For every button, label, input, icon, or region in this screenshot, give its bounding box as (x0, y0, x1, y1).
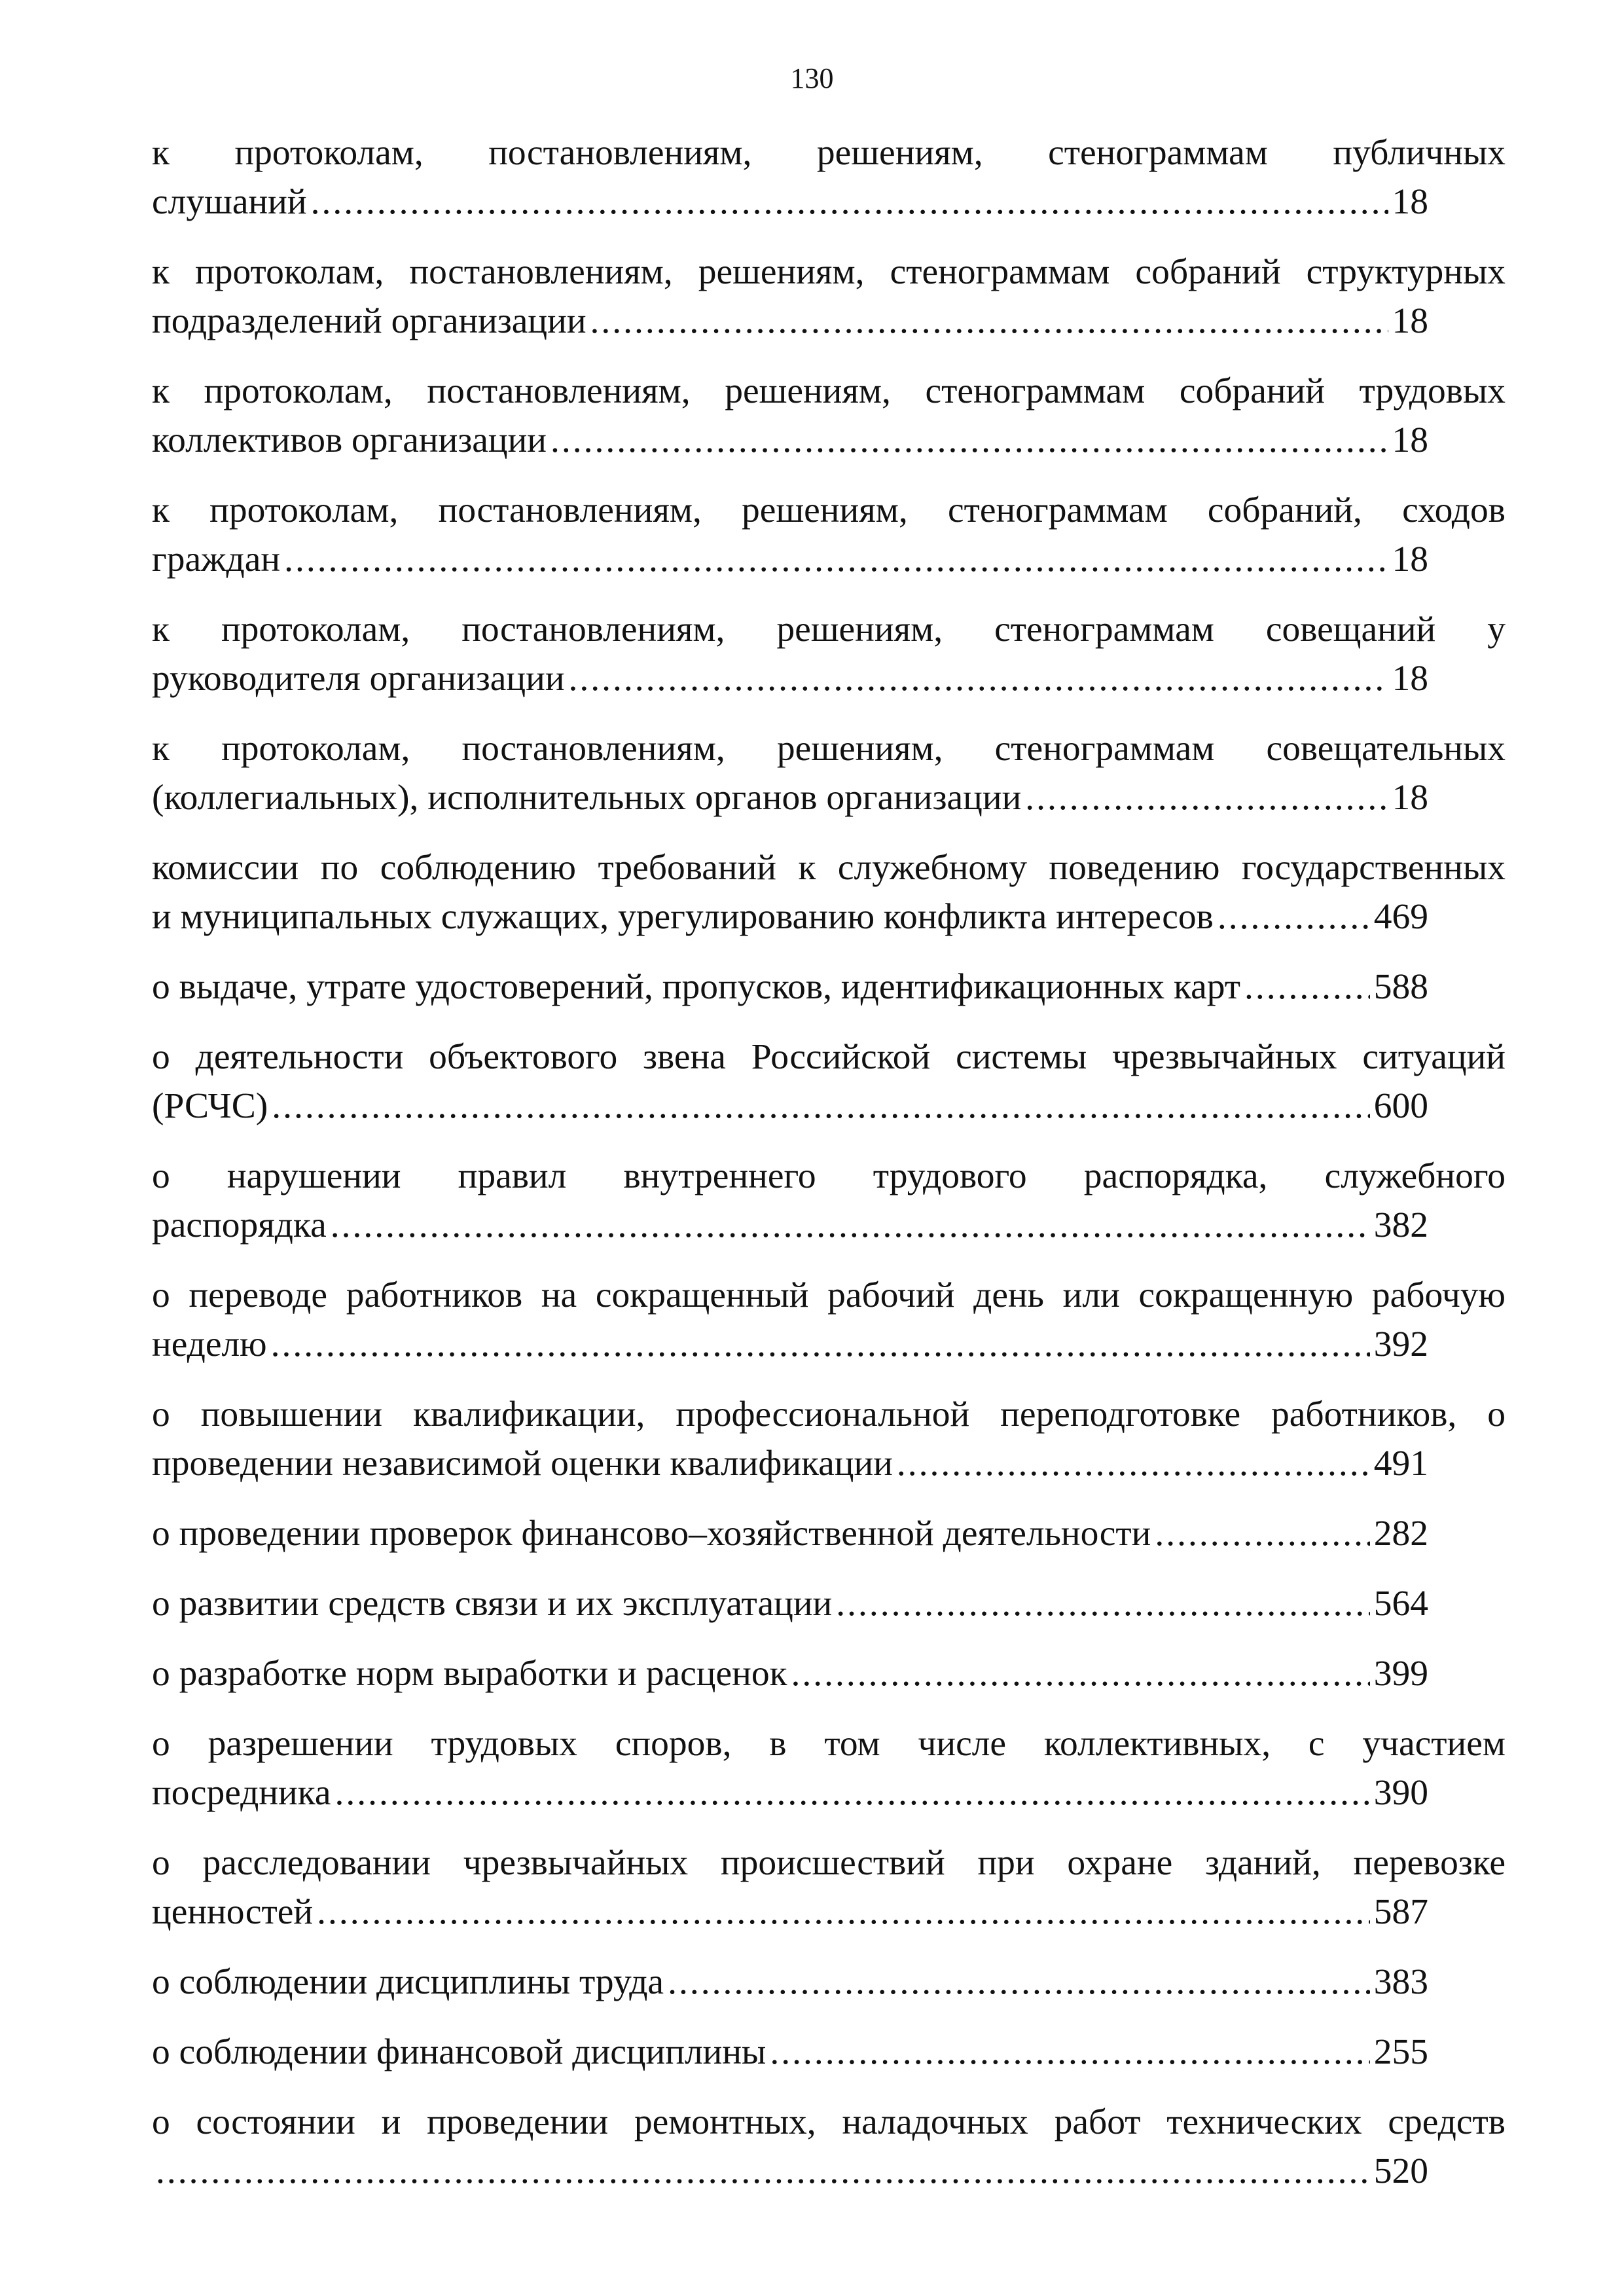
entry-tail-text: о разработке норм выработки и расценок (152, 1654, 787, 1694)
entry-tail-text: о проведении проверок финансово–хозяйственной деятельности (152, 1514, 1151, 1554)
dot-leader (668, 1958, 1370, 2007)
entry-tail-text: о соблюдении дисциплины труда (152, 1962, 664, 2002)
dot-leader (550, 416, 1388, 465)
index-entry (152, 486, 1506, 584)
entry-text-line: к протоколам, постановлениям, решениям, стенограммам публичных (152, 133, 1506, 173)
dot-leader (331, 1201, 1370, 1250)
entry-text-line: о разрешении трудовых споров, в том числе коллективных, с участием (152, 1724, 1506, 1764)
entry-tail-text: проведении независимой оценки квалификации (152, 1444, 893, 1484)
dot-leader (271, 1320, 1370, 1369)
entry-last-line (152, 773, 1428, 822)
entry-text-line: о повышении квалификации, профессиональной переподготовке работников, о (152, 1394, 1506, 1434)
entry-text-line: к протоколам, постановлениям, решениям, стенограммам собраний структурных (152, 252, 1506, 292)
entry-tail-text: руководителя организации (152, 659, 565, 699)
index-entry (152, 1719, 1506, 1817)
index-entry (152, 1958, 1506, 2007)
entry-last-line (152, 1509, 1428, 1558)
dot-leader (317, 1887, 1370, 1937)
dot-leader (836, 1579, 1370, 1628)
page-reference: 18 (1392, 182, 1428, 222)
entry-last-line (152, 1082, 1428, 1131)
page-reference: 600 (1373, 1086, 1428, 1126)
page-reference: 18 (1392, 420, 1428, 460)
index-entry (152, 1152, 1506, 1250)
entry-text-line: о нарушении правил внутреннего трудового распорядка, служебного (152, 1156, 1506, 1196)
index-entry (152, 1509, 1506, 1558)
entry-tail-text: ценностей (152, 1892, 314, 1932)
index-entry (152, 247, 1506, 346)
dot-leader (335, 1768, 1370, 1817)
index-entry (152, 1390, 1506, 1488)
dot-leader (590, 297, 1388, 346)
entry-text-line: о расследовании чрезвычайных происшествий при охране зданий, перевозке (152, 1843, 1506, 1883)
dot-leader (569, 654, 1388, 703)
index-entry (152, 605, 1506, 703)
dot-leader (770, 2028, 1369, 2077)
page-reference: 282 (1373, 1514, 1428, 1554)
entry-tail-text: коллективов организации (152, 420, 547, 460)
index-entry (152, 724, 1506, 822)
page-reference: 399 (1373, 1654, 1428, 1694)
index-entry (152, 1838, 1506, 1937)
entry-tail-text: (РСЧС) (152, 1086, 268, 1126)
page-reference: 18 (1392, 778, 1428, 818)
dot-leader (311, 177, 1388, 227)
index-entry (152, 1032, 1506, 1131)
page-reference: 18 (1392, 301, 1428, 341)
entry-tail-text: и муниципальных служащих, урегулированию конфликта интересов (152, 897, 1214, 937)
entry-last-line (152, 654, 1428, 703)
entry-last-line (152, 535, 1428, 584)
page-reference: 587 (1373, 1892, 1428, 1932)
page-reference: 18 (1392, 539, 1428, 579)
entry-last-line (152, 1320, 1428, 1369)
entry-text-line: комиссии по соблюдению требований к служебному поведению государственных (152, 848, 1506, 888)
entry-tail-text: слушаний (152, 182, 307, 222)
page-reference: 383 (1373, 1962, 1428, 2002)
index-entry (152, 367, 1506, 465)
page-reference: 18 (1392, 659, 1428, 699)
entry-last-line (152, 297, 1428, 346)
page-reference: 255 (1373, 2032, 1428, 2072)
entry-tail-text: граждан (152, 539, 281, 579)
page-reference: 491 (1373, 1444, 1428, 1484)
entry-last-line (152, 1201, 1428, 1250)
page-number: 130 (790, 62, 834, 94)
entry-tail-text: посредника (152, 1773, 331, 1813)
entry-tail-text: о выдаче, утрате удостоверений, пропусков, идентификационных карт (152, 967, 1241, 1007)
entry-last-line (152, 1579, 1428, 1628)
entry-text-line: к протоколам, постановлениям, решениям, стенограммам собраний, сходов (152, 490, 1506, 530)
dot-leader (1218, 892, 1370, 941)
entry-text-line: к протоколам, постановлениям, решениям, стенограммам собраний трудовых (152, 371, 1506, 411)
index-entry (152, 128, 1506, 227)
index-list (152, 128, 1506, 2217)
entry-last-line (152, 1649, 1428, 1698)
dot-leader (272, 1082, 1370, 1131)
index-entry (152, 843, 1506, 941)
entry-last-line (152, 416, 1428, 465)
page-reference: 564 (1373, 1584, 1428, 1624)
index-entry (152, 1271, 1506, 1369)
index-entry (152, 2098, 1506, 2196)
index-entry (152, 1579, 1506, 1628)
entry-last-line (152, 177, 1428, 227)
entry-text-line: о деятельности объектового звена Российской системы чрезвычайных ситуаций (152, 1037, 1506, 1077)
dot-leader (791, 1649, 1370, 1698)
dot-leader (1155, 1509, 1369, 1558)
entry-last-line (152, 1439, 1428, 1488)
entry-text-line: к протоколам, постановлениям, решениям, стенограммам совещаний у (152, 610, 1506, 649)
page-reference: 469 (1373, 897, 1428, 937)
entry-text-line: к протоколам, постановлениям, решениям, стенограммам совещательных (152, 729, 1506, 769)
page-reference: 392 (1373, 1324, 1428, 1364)
entry-last-line (152, 1958, 1428, 2007)
page-reference: 390 (1373, 1773, 1428, 1813)
entry-last-line (152, 1768, 1428, 1817)
entry-tail-text: распорядка (152, 1205, 327, 1245)
dot-leader (897, 1439, 1370, 1488)
entry-tail-text: о развитии средств связи и их эксплуатации (152, 1584, 833, 1624)
entry-text-line: о переводе работников на сокращенный рабочий день или сокращенную рабочую (152, 1275, 1506, 1315)
index-entry (152, 1649, 1506, 1698)
entry-last-line (152, 892, 1428, 941)
entry-last-line (152, 962, 1428, 1011)
index-entry (152, 2028, 1506, 2077)
entry-last-line (152, 2147, 1428, 2196)
entry-tail-text: (коллегиальных), исполнительных органов организации (152, 778, 1022, 818)
index-entry (152, 962, 1506, 1011)
entry-last-line (152, 2028, 1428, 2077)
dot-leader (1244, 962, 1370, 1011)
entry-text-line: о состоянии и проведении ремонтных, наладочных работ технических средств (152, 2102, 1506, 2142)
entry-tail-text: неделю (152, 1324, 267, 1364)
entry-tail-text: о соблюдении финансовой дисциплины (152, 2032, 767, 2072)
entry-tail-text: подразделений организации (152, 301, 586, 341)
entry-last-line (152, 1887, 1428, 1937)
dot-leader (284, 535, 1388, 584)
dot-leader (1025, 773, 1388, 822)
dot-leader (156, 2147, 1370, 2196)
page-reference: 520 (1373, 2151, 1428, 2191)
page-reference: 382 (1373, 1205, 1428, 1245)
page-reference: 588 (1373, 967, 1428, 1007)
